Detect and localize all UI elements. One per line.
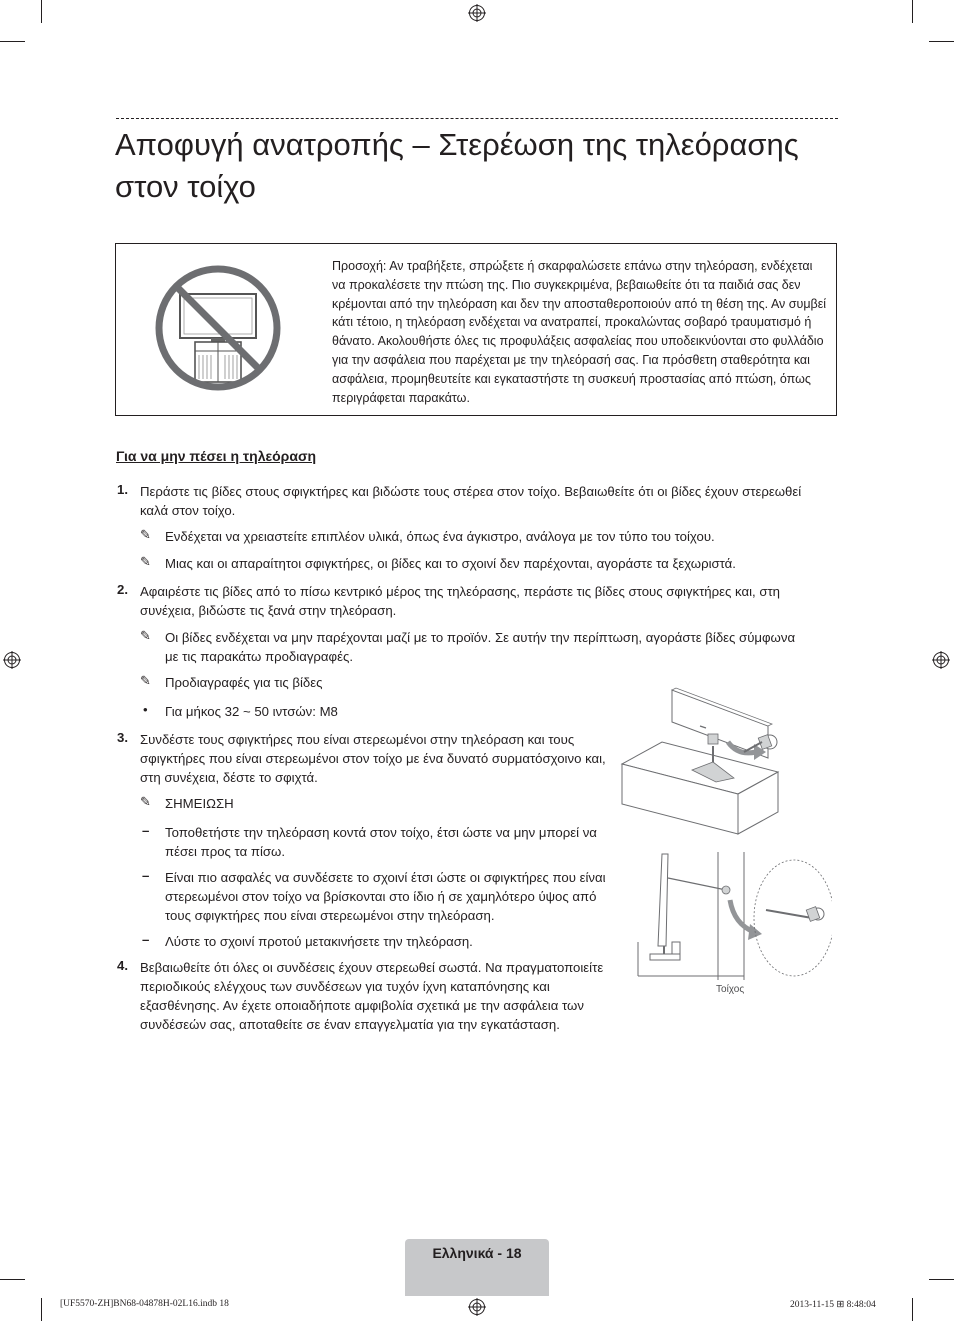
step-text: Βεβαιωθείτε ότι όλες οι συνδέσεις έχουν στερεωθεί σωστά. Να πραγματοποιείτε περιοδικούς ελέγχους των συνδέσεων για τυχόν ίχνη καταπόνησης και εξασθένησης. Αν έχετε οποιαδήποτε αμφιβολία σχετικά με την ασφάλεια των συνδέσεών σας, αποταθείτε σε έναν επαγγελματία για την εγκατάσταση. <box>140 960 604 1032</box>
step-text: Περάστε τις βίδες στους σφιγκτήρες και βιδώστε τους στέρεα στον τοίχο. Βεβαιωθείτε ότι οι βίδες έχουν στερεωθεί καλά στον τοίχο. <box>140 484 802 518</box>
note-pencil-icon: ✎ <box>140 794 151 809</box>
note-pencil-icon: ✎ <box>140 554 151 569</box>
step-number: 4. <box>117 958 128 973</box>
title-dashed-rule <box>116 118 838 119</box>
screw-spec: Για μήκος 32 ~ 50 ιντσών: M8 <box>165 704 338 719</box>
registration-mark-icon <box>468 4 486 22</box>
page-number: Ελληνικά - 18 <box>432 1245 522 1261</box>
page-title: Αποφυγή ανατροπής – Στερέωση της τηλεόρασης στον τοίχο <box>115 127 799 204</box>
dash-marker: – <box>142 932 150 947</box>
dash-marker: – <box>142 823 150 838</box>
crop-mark <box>929 41 954 42</box>
step-note: Ενδέχεται να χρειαστείτε επιπλέον υλικά, όπως ένα άγκιστρο, ανάλογα με τον τύπο του τοίχου. <box>165 529 715 544</box>
note-pencil-icon: ✎ <box>140 527 151 542</box>
crop-mark <box>0 41 25 42</box>
crop-mark <box>929 1279 954 1280</box>
registration-mark-icon <box>932 651 950 669</box>
note-pencil-icon: ✎ <box>140 628 151 643</box>
step-note: Προδιαγραφές για τις βίδες <box>165 675 323 690</box>
section-heading: Για να μην πέσει η τηλεόραση <box>116 448 317 464</box>
step-number: 2. <box>117 582 128 597</box>
registration-mark-icon <box>468 1298 486 1316</box>
note-item: Τοποθετήστε την τηλεόραση κοντά στον τοίχο, έτσι ώστε να μην μπορεί να πέσει προς τα πίσω. <box>165 825 597 859</box>
crop-mark <box>41 1298 42 1321</box>
wall-cable-illustration <box>636 850 832 982</box>
crop-mark <box>0 1279 25 1280</box>
step-number: 1. <box>117 482 128 497</box>
bullet: • <box>143 702 148 717</box>
step-text: Αφαιρέστε τις βίδες από το πίσω κεντρικό μέρος της τηλεόρασης, περάστε τις βίδες στους σφιγκτήρες και, στη συνέχεια, βιδώστε τις ξανά στην τηλεόραση. <box>140 584 781 618</box>
step-note: Μιας και οι απαραίτητοι σφιγκτήρες, οι βίδες και το σχοινί δεν παρέχονται, αγοράστε τα ξεχωριστά. <box>165 556 736 571</box>
tv-clamp-illustration <box>620 686 780 836</box>
registration-mark-icon <box>3 651 21 669</box>
crop-mark <box>912 0 913 23</box>
figure-caption: Τοίχος <box>716 984 745 995</box>
step-text: Συνδέστε τους σφιγκτήρες που είναι στερεωμένοι στην τηλεόραση και τους σφιγκτήρες που είναι στερεωμένοι στον τοίχο με ένα δυνατό συρματόσχοινο και, στη συνέχεια, δέστε το σφιχτά. <box>140 732 606 785</box>
crop-mark <box>41 0 42 23</box>
note-label: ΣΗΜΕΙΩΣΗ <box>165 796 234 811</box>
note-pencil-icon: ✎ <box>140 673 151 688</box>
slug-left: [UF5570-ZH]BN68-04878H-02L16.indb 18 <box>60 1299 229 1309</box>
warning-text: Προσοχή: Αν τραβήξετε, σπρώξετε ή σκαρφαλώσετε επάνω στην τηλεόραση, ενδέχεται να προκαλέσετε την πτώση της. Πιο συγκεκριμένα, βεβαιωθείτε ότι τα παιδιά σας δεν κρέμονται από την τηλεόραση και δεν την αποσταθεροποιούν από τη θέση της. Αν συμβεί κάτι τέτοιο, η τηλεόραση ενδέχεται να ανατραπεί, προκαλώντας σοβαρό τραυματισμό ή θάνατο. Ακολουθήστε όλες τις προφυλάξεις ασφαλείας που υποδεικνύονται στο φυλλάδιο για την ασφάλεια που παρέχεται με την τηλεόρασή σας. Για πρόσθετη σταθερότητα και ασφάλεια, προμηθευτείτε και εγκαταστήστε τη συσκευή προστασίας από πτώση, όπως περιγράφεται παρακάτω. <box>332 259 827 405</box>
step-number: 3. <box>117 730 128 745</box>
note-item: Λύστε το σχοινί προτού μετακινήσετε την τηλεόραση. <box>165 934 473 949</box>
no-climbing-tv-icon <box>153 263 283 393</box>
dash-marker: – <box>142 868 150 883</box>
note-item: Είναι πιο ασφαλές να συνδέσετε το σχοινί έτσι ώστε οι σφιγκτήρες που είναι στερεωμένοι στον τοίχο να βρίσκονται στο ίδιο ή σε χαμηλότερο ύψος από τους σφιγκτήρες που είναι στερεωμένοι στην τηλεόραση. <box>165 870 606 923</box>
step-note: Οι βίδες ενδέχεται να μην παρέχονται μαζί με το προϊόν. Σε αυτήν την περίπτωση, αγοράστε βίδες σύμφωνα με τις παρακάτω προδιαγραφές. <box>165 630 796 664</box>
slug-right: 2013-11-15 ⊞ 8:48:04 <box>790 1300 876 1310</box>
crop-mark <box>912 1298 913 1321</box>
